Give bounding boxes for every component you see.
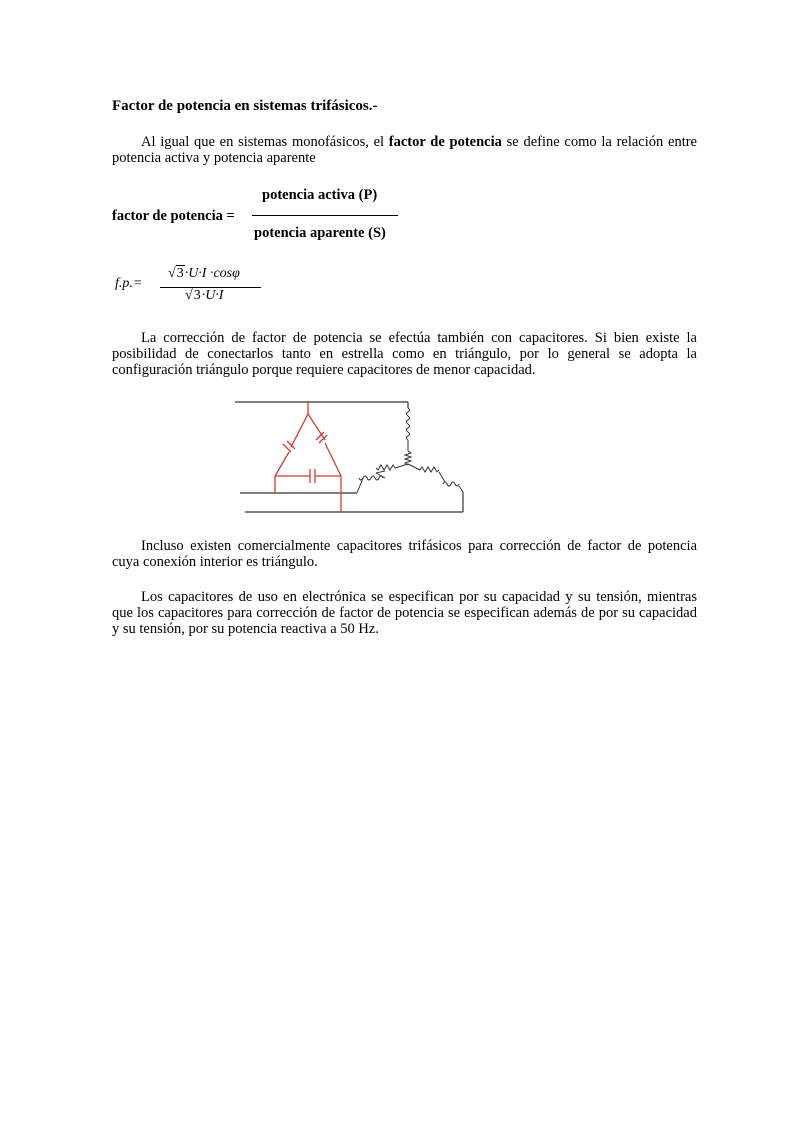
ratio-numerator: potencia activa (P) bbox=[262, 187, 378, 203]
coil-icon bbox=[407, 408, 410, 440]
ratio-denominator: potencia aparente (S) bbox=[254, 225, 386, 241]
coil-icon bbox=[376, 465, 395, 470]
capacitor-delta bbox=[275, 402, 341, 512]
coil-icon bbox=[405, 451, 411, 465]
fp-den-rest: ·U·I bbox=[201, 288, 224, 303]
intro-text-end: se define como la relación entre potencia activa y potencia aparente bbox=[112, 134, 697, 166]
fp-label: f.p.= bbox=[115, 276, 143, 291]
specs-paragraph: Los capacitores de uso en electrónica se especifican por su capacidad y su tensión, mientras que los capacitores para corrección de factor de potencia se especifican además de por su capacidad y su tensión, por su potencia reactiva a 50 Hz. bbox=[112, 589, 697, 637]
coil-icon bbox=[420, 467, 439, 472]
coil-icon bbox=[443, 482, 459, 486]
ratio-label: factor de potencia = bbox=[112, 208, 235, 224]
capacitor-icon bbox=[316, 432, 327, 443]
sqrt-icon: √ bbox=[168, 266, 176, 281]
intro-bold-term: factor de potencia bbox=[388, 134, 502, 150]
fp-num-radicand: 3 bbox=[176, 266, 184, 281]
fp-den-radicand: 3 bbox=[193, 288, 201, 303]
supply-lines bbox=[235, 402, 463, 512]
capacitor-icon bbox=[310, 469, 315, 483]
commercial-paragraph: Incluso existen comercialmente capacitores trifásicos para corrección de factor de potencia cuya conexión interior es triángulo. bbox=[112, 538, 697, 570]
fp-num-rest: ·U·I ·cosφ bbox=[184, 266, 240, 281]
correction-paragraph: La corrección de factor de potencia se efectúa también con capacitores. Si bien existe la posibilidad de conectarlos tanto en estrella como en triángulo, por lo general se adopta la configuración triángulo porque requiere capacitores de menor capacidad. bbox=[112, 330, 697, 378]
star-load bbox=[357, 408, 463, 493]
intro-text-start: Al igual que en sistemas monofásicos, el bbox=[141, 134, 389, 150]
sqrt-icon: √ bbox=[185, 288, 193, 303]
section-heading: Factor de potencia en sistemas trifásicos.- bbox=[112, 98, 378, 114]
